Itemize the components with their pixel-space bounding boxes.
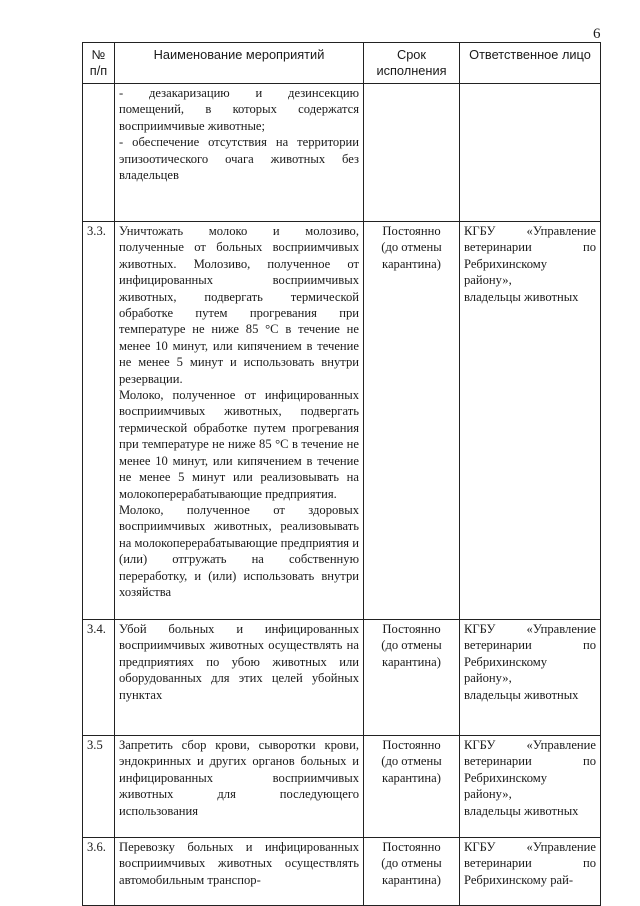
measure-paragraph: Молоко, полученное от инфицированных восприимчивых животных, подвергать термической обработке путем прогревания при температуре не ниже 85 °С в течение не менее 10 минут, или кипячением в течение не менее 5 минут или реализовывать на молокоперерабатывающие предприятия. bbox=[119, 388, 359, 501]
table-header-row bbox=[83, 43, 601, 84]
term-line: карантина) bbox=[382, 654, 441, 669]
measure-paragraph: Убой больных и инфицированных восприимчивых животных осуществлять на предприятиях по убою животных или оборудованных для этих целей убойных пунктах bbox=[119, 622, 359, 702]
measure-paragraph: - обеспечение отсутствия на территории эпизоотического очага животных без владельцев bbox=[119, 135, 359, 183]
table-row bbox=[83, 84, 601, 222]
header-term-line: исполнения bbox=[376, 63, 447, 78]
measure-paragraph: Перевозку больных и инфицированных восприимчивых животных осуществлять автомобильным транспор- bbox=[119, 840, 359, 887]
term-line: Постоянно bbox=[382, 622, 441, 636]
term-line: (до отмены bbox=[381, 754, 442, 769]
term-line: карантина) bbox=[382, 872, 441, 887]
responsible-line: владельцы животных bbox=[464, 289, 579, 304]
responsible-party bbox=[460, 84, 601, 222]
table-row bbox=[83, 838, 601, 906]
term-line: Постоянно bbox=[382, 738, 441, 752]
row-number: 3.3. bbox=[83, 222, 115, 620]
header-number bbox=[83, 43, 115, 84]
term-line: (до отмены bbox=[381, 240, 442, 255]
measures-table bbox=[82, 42, 601, 906]
measure-description bbox=[115, 620, 364, 736]
responsible-line: КГБУ «Управление ветеринарии по Ребрихинскому району», bbox=[464, 224, 596, 288]
header-responsible: Ответственное лицо bbox=[460, 43, 601, 84]
header-term-line: Срок bbox=[396, 47, 427, 62]
execution-term bbox=[364, 838, 460, 906]
header-name: Наименование мероприятий bbox=[115, 43, 364, 84]
row-number: 3.6. bbox=[83, 838, 115, 906]
measure-description bbox=[115, 84, 364, 222]
term-line: карантина) bbox=[382, 256, 441, 271]
term-line: Постоянно bbox=[382, 224, 441, 238]
execution-term bbox=[364, 736, 460, 838]
measure-paragraph: - дезакаризацию и дезинсекцию помещений, в которых содержатся восприимчивые животные; bbox=[119, 86, 359, 133]
measure-description bbox=[115, 838, 364, 906]
page-number: 6 bbox=[593, 26, 601, 42]
table-row bbox=[83, 620, 601, 736]
header-number-line: п/п bbox=[89, 63, 108, 78]
term-line: (до отмены bbox=[381, 638, 442, 653]
header-term bbox=[364, 43, 460, 84]
responsible-line: владельцы животных bbox=[464, 687, 579, 702]
table-row bbox=[83, 736, 601, 838]
execution-term bbox=[364, 620, 460, 736]
responsible-line: КГБУ «Управление ветеринарии по Ребрихинскому району», bbox=[464, 738, 596, 802]
execution-term bbox=[364, 222, 460, 620]
row-number: 3.4. bbox=[83, 620, 115, 736]
responsible-party bbox=[460, 838, 601, 906]
header-number-line: № bbox=[91, 47, 106, 62]
table-row bbox=[83, 222, 601, 620]
measure-paragraph: Запретить сбор крови, сыворотки крови, эндокринных и других органов больных и инфицированных восприимчивых животных для последующего использования bbox=[119, 738, 359, 818]
responsible-party bbox=[460, 736, 601, 838]
measure-paragraph: Уничтожать молоко и молозиво, полученные от больных восприимчивых животных. Молозиво, полученное от инфицированных восприимчивых животных, подвергать термической обработке путем прогревания при температуре не ниже 85 °С в течение не менее 10 минут, или кипячением в течение не менее 5 минут и использовать внутри резервации. bbox=[119, 224, 359, 386]
measure-description bbox=[115, 222, 364, 620]
term-line: карантина) bbox=[382, 770, 441, 785]
row-number: 3.5 bbox=[83, 736, 115, 838]
responsible-line: КГБУ «Управление ветеринарии по Ребрихинскому району», bbox=[464, 622, 596, 686]
responsible-line: владельцы животных bbox=[464, 803, 579, 818]
term-line: Постоянно bbox=[382, 840, 441, 854]
responsible-party bbox=[460, 620, 601, 736]
execution-term bbox=[364, 84, 460, 222]
responsible-party bbox=[460, 222, 601, 620]
measure-paragraph: Молоко, полученное от здоровых восприимчивых животных, реализовывать на молокоперерабатывающие предприятия и (или) отгружать на собственную переработку, и (или) использовать внутри хозяйства bbox=[119, 502, 359, 599]
row-number bbox=[83, 84, 115, 222]
measure-description bbox=[115, 736, 364, 838]
responsible-line: КГБУ «Управление ветеринарии по Ребрихинскому рай- bbox=[464, 840, 596, 887]
term-line: (до отмены bbox=[381, 856, 442, 871]
